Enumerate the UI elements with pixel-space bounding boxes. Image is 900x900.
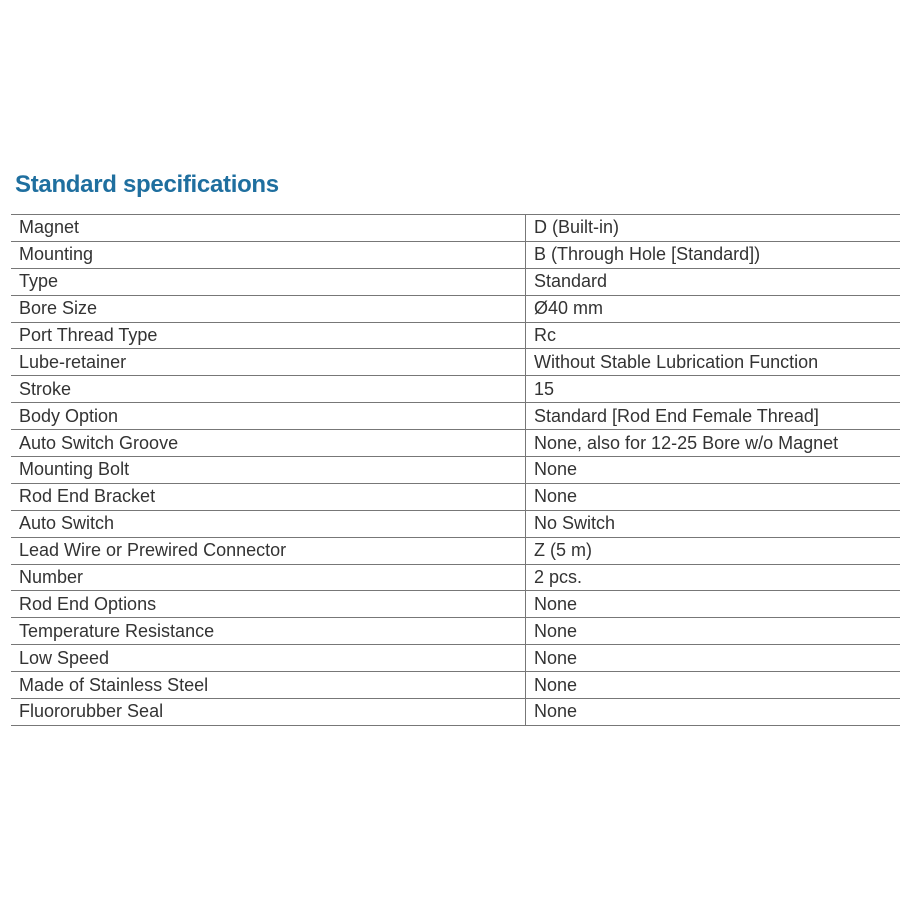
spec-label: Auto Switch [11, 510, 526, 537]
table-row [11, 457, 900, 484]
spec-label: Mounting Bolt [11, 457, 526, 484]
spec-table-body [11, 215, 900, 726]
spec-value: Standard [Rod End Female Thread] [526, 403, 900, 430]
table-row [11, 215, 900, 242]
spec-value: Ø40 mm [526, 295, 900, 322]
spec-value: No Switch [526, 510, 900, 537]
spec-label: Made of Stainless Steel [11, 672, 526, 699]
spec-label: Rod End Bracket [11, 483, 526, 510]
spec-label: Type [11, 268, 526, 295]
spec-value: None [526, 618, 900, 645]
spec-value: Standard [526, 268, 900, 295]
table-row [11, 591, 900, 618]
spec-label: Auto Switch Groove [11, 430, 526, 457]
table-row [11, 430, 900, 457]
spec-value: 15 [526, 376, 900, 403]
spec-label: Mounting [11, 241, 526, 268]
spec-label: Stroke [11, 376, 526, 403]
spec-value: Rc [526, 322, 900, 349]
table-row [11, 241, 900, 268]
table-row [11, 349, 900, 376]
table-row [11, 564, 900, 591]
table-row [11, 645, 900, 672]
spec-value: None [526, 591, 900, 618]
spec-label: Fluororubber Seal [11, 699, 526, 726]
table-row [11, 699, 900, 726]
spec-value: D (Built-in) [526, 215, 900, 242]
table-row [11, 483, 900, 510]
spec-table [11, 214, 900, 726]
spec-value: None, also for 12-25 Bore w/o Magnet [526, 430, 900, 457]
table-row [11, 672, 900, 699]
spec-value: None [526, 645, 900, 672]
table-row [11, 268, 900, 295]
spec-label: Rod End Options [11, 591, 526, 618]
spec-label: Lead Wire or Prewired Connector [11, 537, 526, 564]
spec-value: 2 pcs. [526, 564, 900, 591]
page-title: Standard specifications [15, 171, 279, 198]
spec-label: Port Thread Type [11, 322, 526, 349]
spec-label: Lube-retainer [11, 349, 526, 376]
spec-label: Body Option [11, 403, 526, 430]
table-row [11, 322, 900, 349]
table-row [11, 510, 900, 537]
table-row [11, 618, 900, 645]
table-row [11, 376, 900, 403]
table-row [11, 403, 900, 430]
spec-label: Low Speed [11, 645, 526, 672]
spec-value: None [526, 483, 900, 510]
spec-value: Without Stable Lubrication Function [526, 349, 900, 376]
spec-label: Temperature Resistance [11, 618, 526, 645]
spec-label: Bore Size [11, 295, 526, 322]
spec-value: None [526, 699, 900, 726]
spec-value: None [526, 457, 900, 484]
spec-label: Number [11, 564, 526, 591]
spec-value: None [526, 672, 900, 699]
spec-label: Magnet [11, 215, 526, 242]
table-row [11, 295, 900, 322]
spec-value: B (Through Hole [Standard]) [526, 241, 900, 268]
spec-value: Z (5 m) [526, 537, 900, 564]
table-row [11, 537, 900, 564]
